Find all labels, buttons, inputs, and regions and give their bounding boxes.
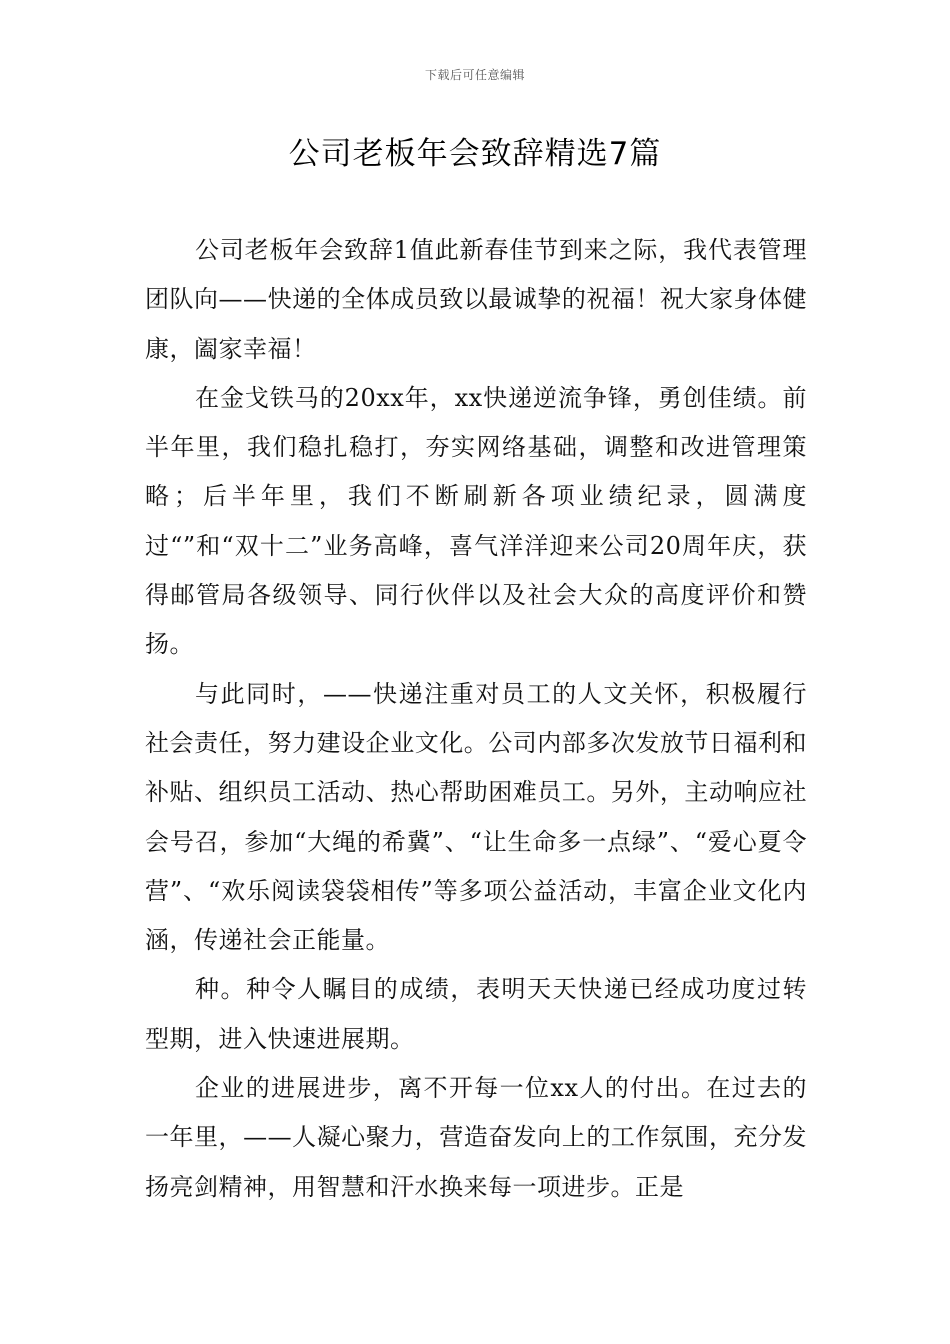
paragraph-4: 种。种令人瞩目的成绩，表明天天快递已经成功度过转型期，进入快速进展期。 (145, 975, 807, 1053)
paragraph-3: 与此同时，——快递注重对员工的人文关怀，积极履行社会责任，努力建设企业文化。公司内部多次发放节日福利和补贴、组织员工活动、热心帮助困难员工。另外，主动响应社会号召，参加“大绳的希冀”、“让生命多一点绿”、“爱心夏令营”、“欢乐阅读袋袋相传”等多项公益活动，丰富企业文化内涵，传递社会正能量。 (145, 679, 807, 955)
document-body (145, 226, 807, 1212)
paragraph-2: 在金戈铁马的20xx年，xx快递逆流争锋，勇创佳绩。前半年里，我们稳扎稳打，夯实网络基础，调整和改进管理策略；后半年里，我们不断刷新各项业绩纪录，圆满度过“”和“双十二”业务高峰，喜气洋洋迎来公司20周年庆，获得邮管局各级领导、同行伙伴以及社会大众的高度评价和赞扬。 (145, 383, 807, 659)
paragraph-1: 公司老板年会致辞1值此新春佳节到来之际，我代表管理团队向——快递的全体成员致以最诚挚的祝福！祝大家身体健康，阖家幸福！ (145, 236, 807, 363)
header-note: 下载后可任意编辑 (424, 68, 525, 82)
paragraph-5: 企业的进展进步，离不开每一位xx人的付出。在过去的一年里，——人凝心聚力，营造奋发向上的工作氛围，充分发扬亮剑精神，用智慧和汗水换来每一项进步。正是 (145, 1074, 807, 1201)
document-title: 公司老板年会致辞精选7篇 (288, 136, 662, 172)
